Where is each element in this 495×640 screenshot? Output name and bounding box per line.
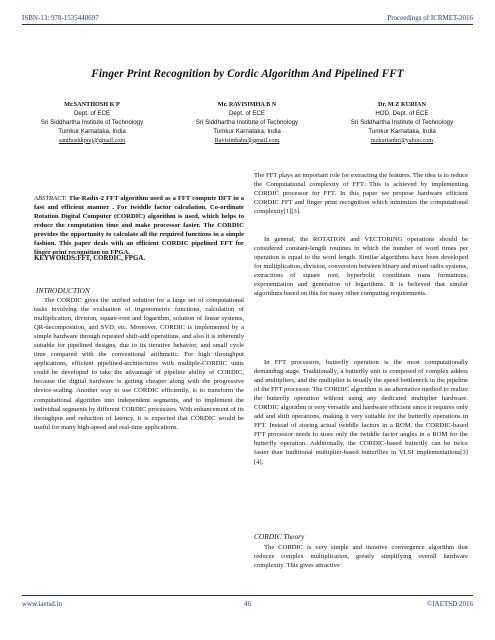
- author-name: Mr.SANTHOSH K P: [64, 101, 120, 108]
- right-paragraph-2: In general, the ROTATION and VECTORING operations should be considered constant-length routines in which the number of word times per operation is equal to the word length. Similar algorithms have been developed for multiplication, division, conversion between binary and mixed radix systems, extractions of square root, hyperbolic coordinate trans formations, exponentiation and generation of logarithms. It is believed that similar algorithms based on this for many other computing requirements.: [254, 236, 468, 298]
- abstract: [34, 194, 244, 257]
- right-paragraph-1: The FFT plays an important role for extracting the features. The idea is to reduce the Computational complexity of FFT. This is achieved by implementing CORDIC processor for FFT. In this paper we propose hardware efficient CORDIC FFT and finger print recognition which minimizes the computational complexity[1][3].: [254, 172, 468, 216]
- author-email[interactable]: mzkurianbc@yahoo.com: [370, 136, 434, 144]
- author-name: Dr. M Z KURIAN: [378, 101, 426, 108]
- footer-copyright: ©IAETSD 2016: [427, 600, 473, 608]
- abstract-label: ABSTRACT:: [34, 195, 67, 202]
- author-3: [322, 101, 482, 146]
- right-paragraph-3: In FFT processors, butterfly operation is the most computationally demanding stage. Traditionally, a butterfly unit is composed of complex adders and multipliers, and the multiplier is usually the speed bottleneck in the pipeline of the FFT processor. The CORDIC algorithm is an alternative method to realize the butterfly operation without using any dedicated multiplier hardware. CORDIC algorithm is very versatile and hardware efficient since it requires only add and shift operations, making it very suitable for the butterfly operations in FFT. Instead of storing actual twiddle factors in a ROM, the CORDIC-based FFT processor needs to store only the twiddle factor angles in a ROM for the butterfly operation. Additionally, the CORDIC-based butterfly can be twice faster than traditional multiplier-based butterflies in VLSI implementations[3][4].: [254, 359, 468, 466]
- section-heading-introduction: INTRODUCTION: [36, 286, 90, 295]
- author-institute: Sri Siddhartha Institute of Technology: [195, 118, 299, 126]
- author-institute: Sri Siddhartha Institute of Technology: [40, 118, 144, 126]
- author-institute: Sri Siddhartha Institute of Technology: [350, 118, 454, 126]
- header-proceedings: Proceedings of ICRMET-2016: [387, 14, 473, 22]
- introduction-paragraph: The CORDIC gives the unified solution for a large set of computational tasks involving the evaluation of trigonometric functions, calculation of multiplication, division, square-root and logarithm, solution of linear systems, QR-decomposition, and SVD, etc. Moreover, CORDIC is implemented by a simple hardware through repeated shift-add operations. and also it is inherently suitable for pipelined designs, due to its iterative behavior, and small cycle time compared with the conventional arithmetic. For high throughput applications, efficient pipelined-architectures with multiple-CORDIC units could be developed to take the advantage of pipeline ability of CORDIC, because the digital hardware is getting cheaper along with the progressive device-scaling. Another way to use CORDIC efficiently, is to transform the computational algorithm into independent segments, and to implement the individual segments by different CORDIC processors. With enhancement of its throughput and reduction of latency, it is expected that CORDIC would be useful for many high-speed and real-time applications.: [34, 297, 244, 431]
- author-name: Mr. RAVISIMHA B N: [217, 101, 277, 108]
- author-location: Tumkur Karnataka, India: [368, 127, 436, 135]
- right-paragraph-4: The CORDIC is very simple and iterative convergence algorithm that reduces complex multiplication, greatly simplifying overall hardware complexity. This gives attractive: [254, 544, 468, 570]
- author-email[interactable]: Ravisimhabn@gmail.com: [214, 136, 280, 144]
- author-2: [167, 101, 327, 146]
- footer-divider: [22, 595, 473, 596]
- author-location: Tumkur Karnataka, India: [58, 127, 126, 135]
- section-heading-cordic-theory: CORDIC Theory: [254, 532, 305, 541]
- abstract-text: The Radix-2 FFT algorithm used as a FFT compute DFT in a fast and efficient manner . For twiddle factor calculation, Co-ordinate Rotation Digital Computer (CORDIC) algorithm is used, which helps to reduce the computation time and make processor faster. The CORDIC provides the opportunity to calculate all the required functions in a simple fashion. This paper deals with an efficient CORDIC pipelined FFT for finger print recognition on FPGA.: [34, 195, 244, 257]
- author-dept: Dept. of ECE: [228, 109, 266, 117]
- author-dept: Dept. of ECE: [73, 109, 111, 117]
- page-number: 46: [244, 600, 251, 608]
- header-divider: [22, 24, 473, 25]
- keywords: KEYWORDS:FFT, CORDIC, FPGA.: [34, 255, 146, 262]
- paper-title: Finger Print Recognition by Cordic Algorithm And Pipelined FFT: [91, 68, 404, 80]
- author-location: Tumkur Karnataka, India: [213, 127, 281, 135]
- author-1: [12, 101, 172, 146]
- author-email[interactable]: santhoshkpraj@gmail.com: [58, 136, 126, 144]
- footer-site-link[interactable]: www.iaetsd.in: [22, 600, 62, 608]
- author-dept: HOD, Dept. of ECE: [375, 109, 429, 117]
- header-isbn: ISBN-13: 978-1535448697: [22, 14, 99, 22]
